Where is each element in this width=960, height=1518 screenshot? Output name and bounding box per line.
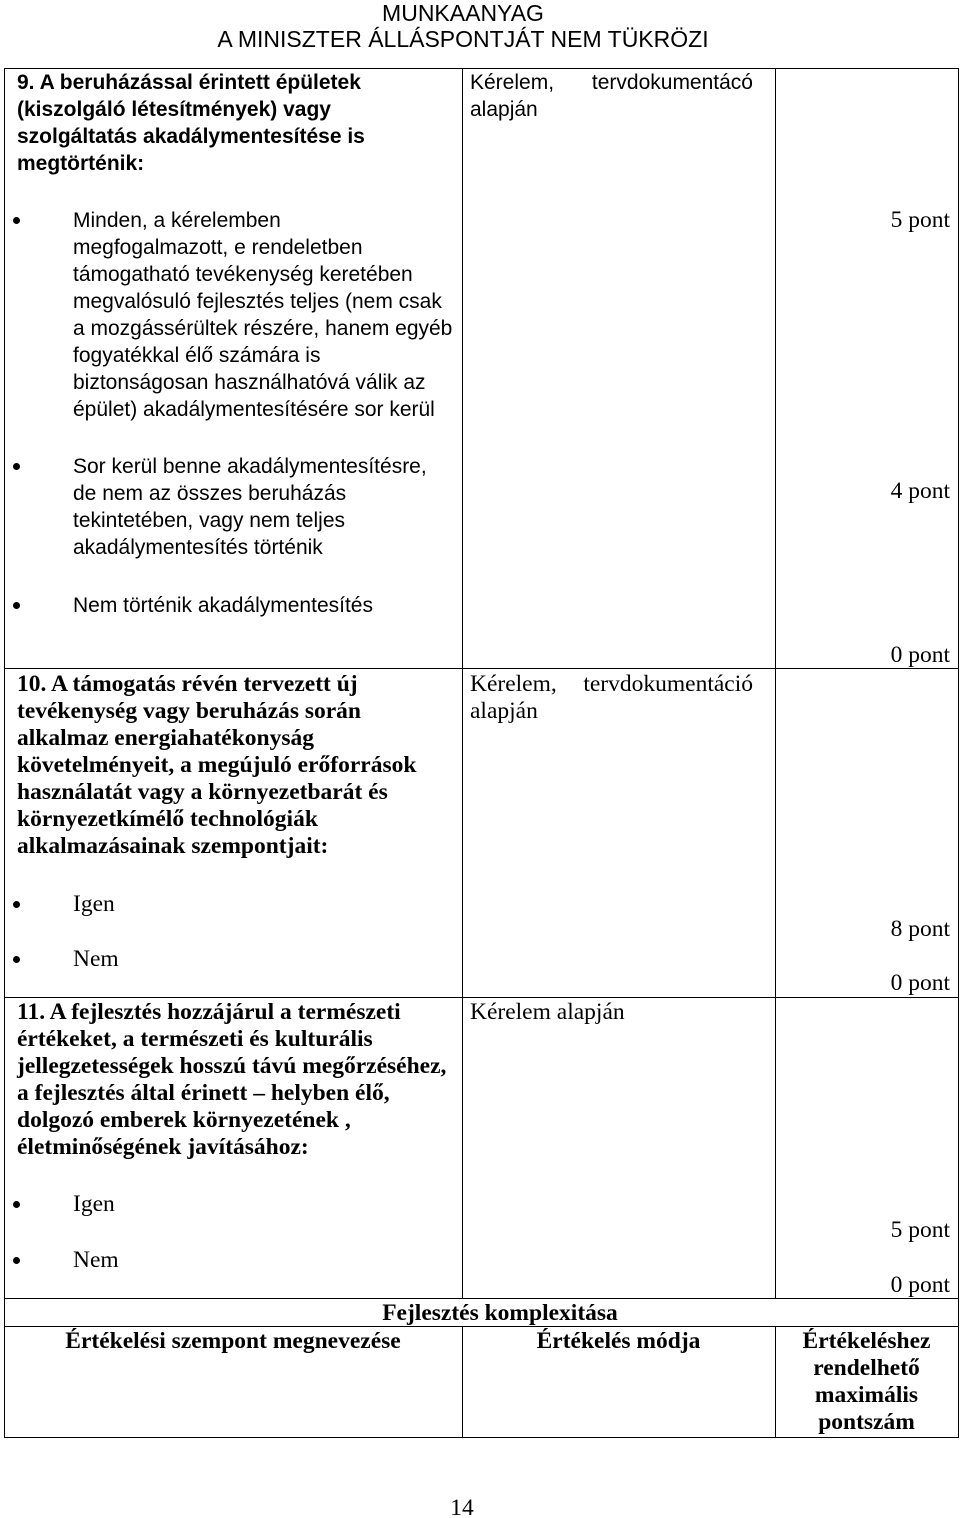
- option-label: Nem: [73, 946, 119, 972]
- column-header-criterion: Értékelési szempont megnevezése: [65, 1328, 401, 1354]
- option-label: Nem: [73, 1247, 119, 1273]
- row-divider: [4, 668, 959, 669]
- column-header-method: Értékelés módja: [536, 1328, 701, 1354]
- column-divider: [462, 68, 463, 1298]
- evaluation-method: Kérelem alapján: [470, 999, 625, 1025]
- option-label: Igen: [73, 1191, 115, 1217]
- header-draft-label: MUNKAANYAG: [382, 0, 544, 26]
- bullet-icon: [13, 1257, 20, 1264]
- draft-header: [208, 0, 718, 52]
- bullet-icon: [13, 1201, 20, 1208]
- criterion-title: 10. A támogatás révén tervezett új tevékenység vagy beruházás során alkalmaz energiahatékonyság követelményeit, a megújuló erőforrások használatát vagy a környezetbarát és környezetkímélő technológiák alkalmazásainak szempontjait:: [17, 671, 417, 859]
- option-label: Minden, a kérelemben megfogalmazott, e rendeletben támogatható tevékenység keretében megvalósuló fejlesztés teljes (nem csak a mozgássérültek részére, hanem egyéb fogyatékkal élő számára is biztonságosan használhatóvá válik az épület) akadálymentesítésére sor kerül: [73, 209, 453, 421]
- option-label: Igen: [73, 891, 115, 917]
- section-title: Fejlesztés komplexitása: [382, 1300, 618, 1326]
- row-divider: [4, 1298, 959, 1299]
- option-points: 5 pont: [890, 207, 950, 233]
- option-points: 0 pont: [890, 970, 950, 996]
- column-divider: [775, 68, 776, 1298]
- option-points: 0 pont: [890, 642, 950, 668]
- evaluation-method: Kérelem, tervdokumentáció alapján: [470, 671, 753, 724]
- option-label: Sor kerül benne akadálymentesítésre, de nem az összes beruházás tekintetében, vagy nem teljes akadálymentesítés történik: [73, 455, 427, 559]
- column-header-max-points: Értékeléshez rendelhető maximális pontszám: [802, 1328, 931, 1435]
- row-divider: [4, 997, 959, 998]
- evaluation-method: Kérelem, tervdokumentácó alapján: [470, 71, 753, 121]
- option-points: 4 pont: [890, 478, 950, 504]
- option-points: 5 pont: [890, 1217, 950, 1243]
- option-points: 0 pont: [890, 1272, 950, 1298]
- criterion-title: 11. A fejlesztés hozzájárul a természeti értékeket, a természeti és kulturális jellegzetességek hosszú távú megőrzéséhez, a fejlesztés által érinett – helyben élő, dolgozó emberek környezetének , életminőségének javításához:: [17, 999, 447, 1160]
- bullet-icon: [13, 602, 20, 609]
- criterion-title: 9. A beruházással érintett épületek (kiszolgáló létesítmények) vagy szolgáltatás akadálymentesítése is megtörténik:: [17, 71, 365, 175]
- bullet-icon: [13, 956, 20, 963]
- option-label: Nem történik akadálymentesítés: [73, 594, 373, 617]
- bullet-icon: [13, 217, 20, 224]
- page-number: 14: [450, 1495, 474, 1518]
- bullet-icon: [13, 901, 20, 908]
- bullet-icon: [13, 463, 20, 470]
- header-disclaimer: A MINISZTER ÁLLÁSPONTJÁT NEM TÜKRÖZI: [217, 26, 709, 52]
- option-points: 8 pont: [890, 916, 950, 942]
